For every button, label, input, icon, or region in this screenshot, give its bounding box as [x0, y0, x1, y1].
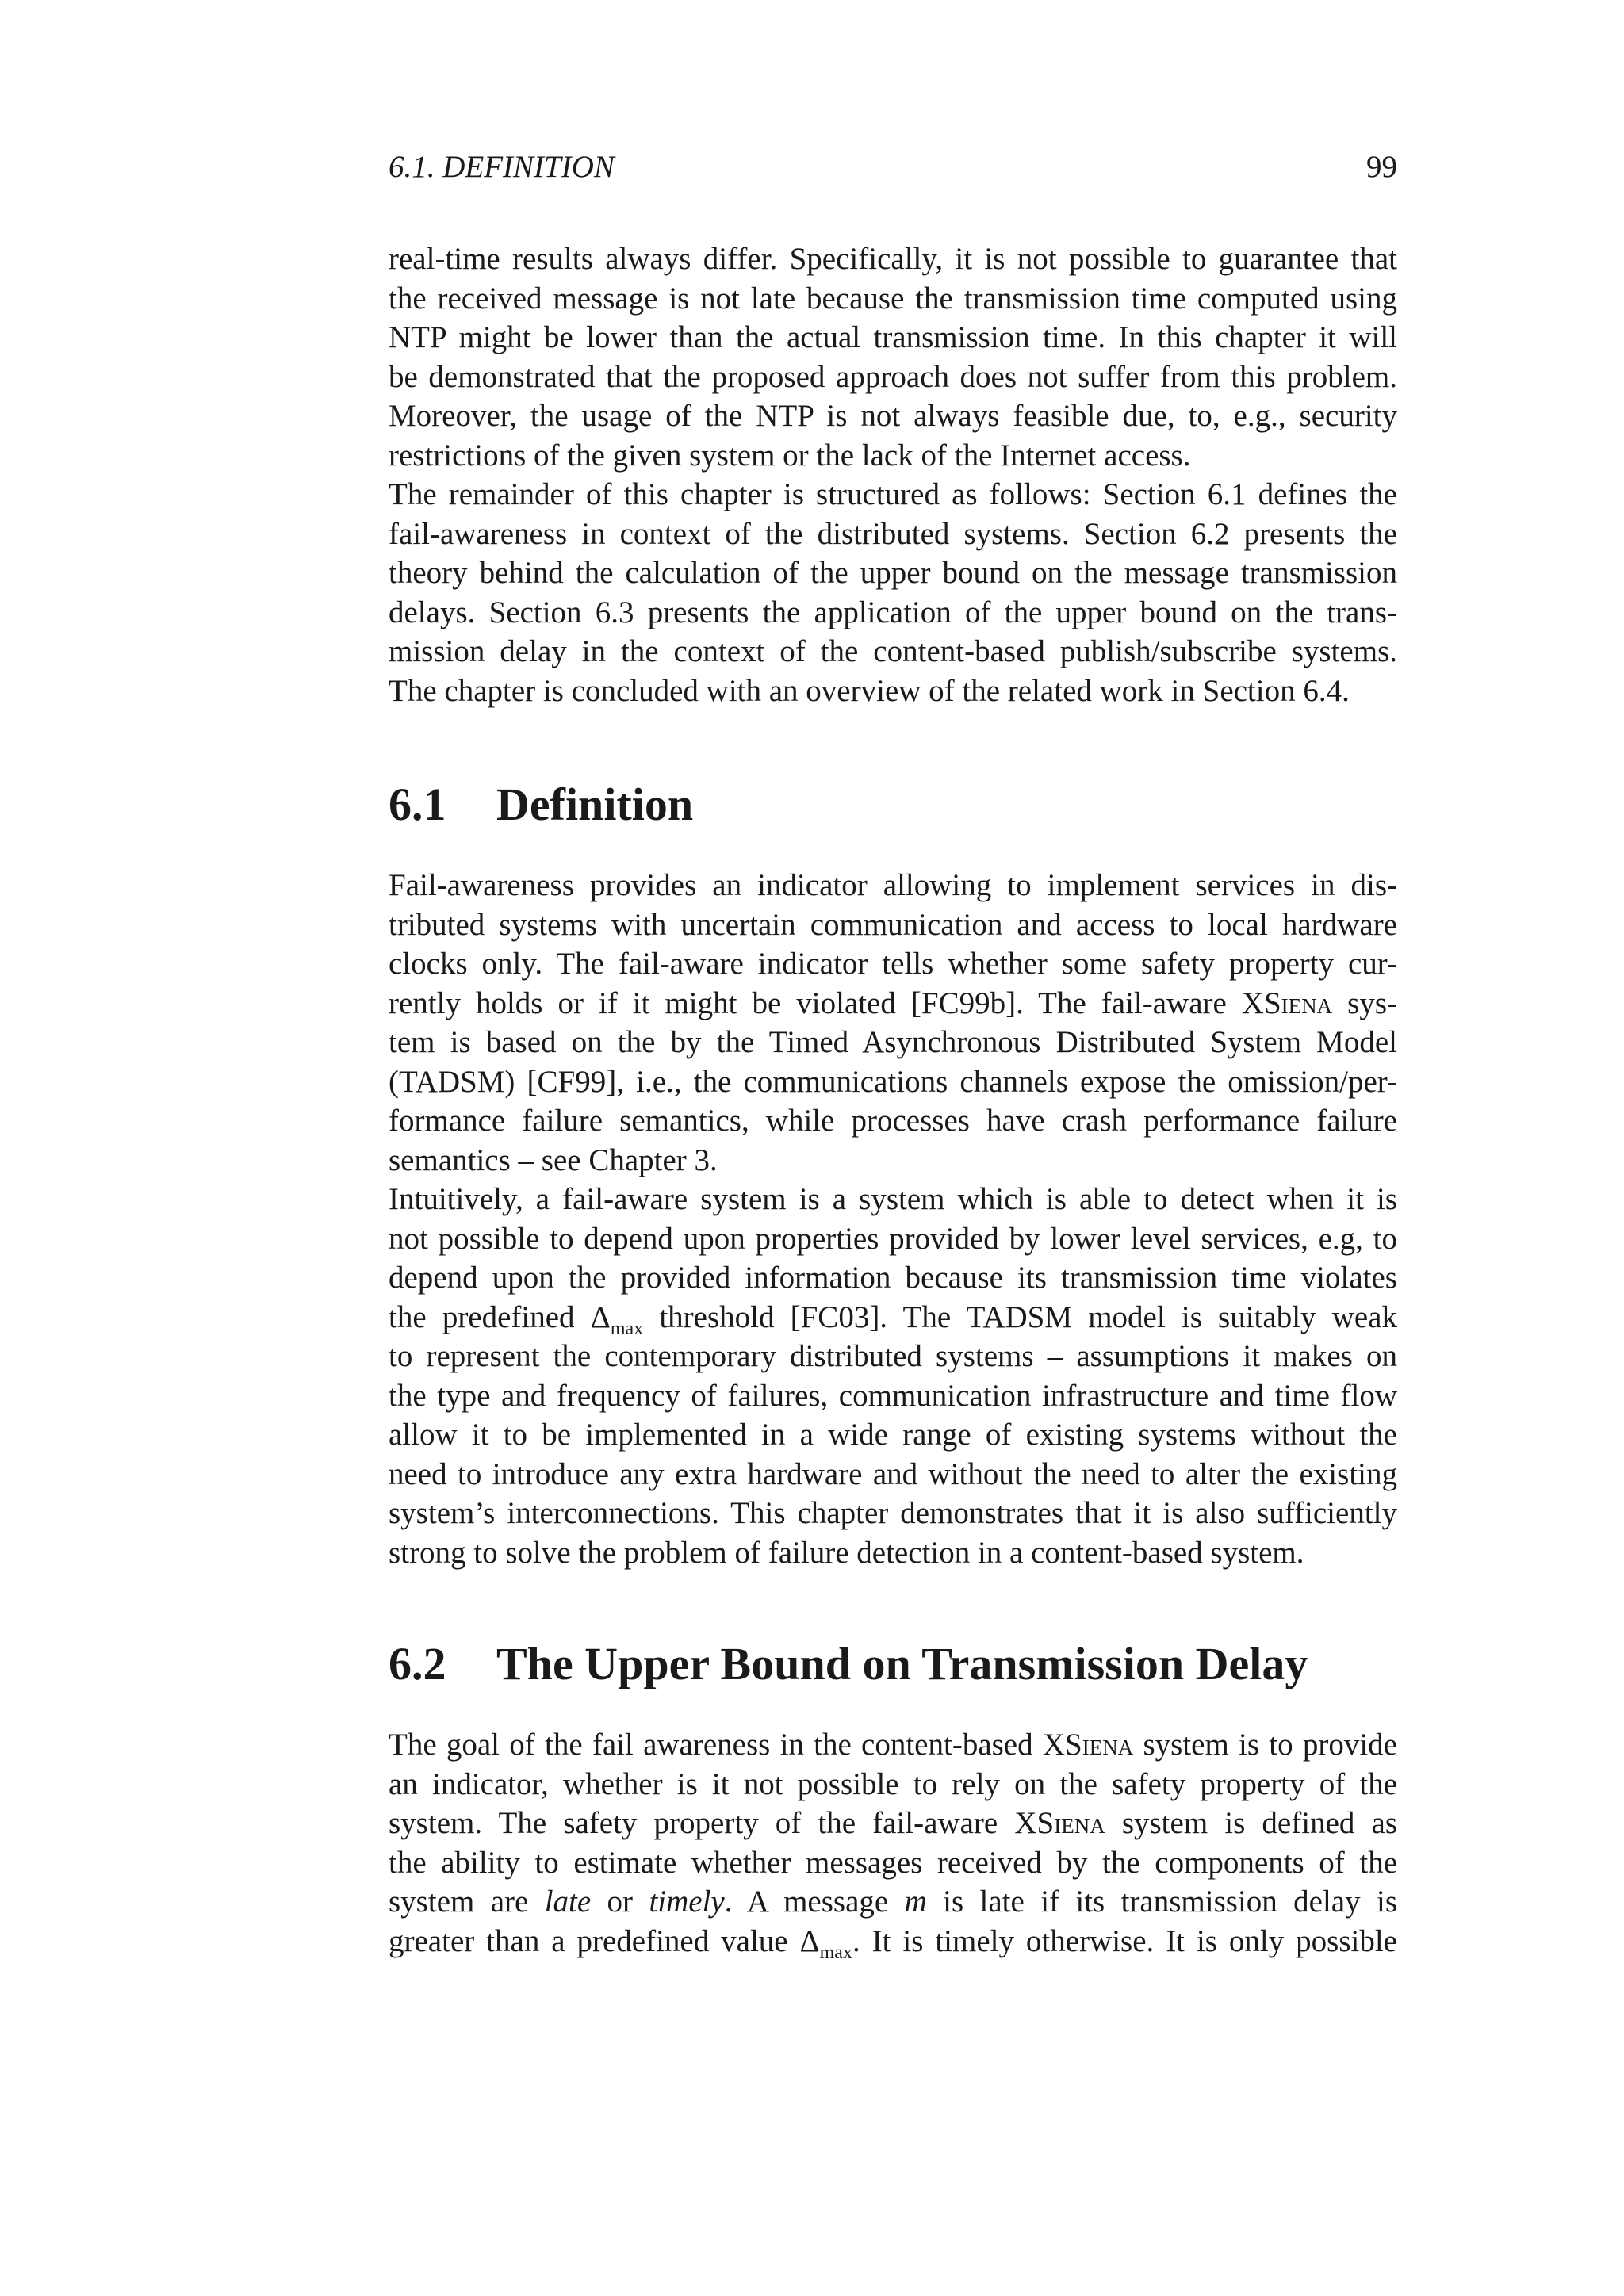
text-run: rently holds or if it might be violated [FC99b]. The fail-aware X	[389, 985, 1264, 1020]
text-line: an indicator, whether is it not possible to rely on the safety property of the	[389, 1766, 1397, 1801]
text-run: the predefined Δ	[389, 1299, 611, 1334]
section-6-2-text	[389, 1725, 1397, 1961]
delta-subscript: max	[610, 1318, 644, 1339]
text-line: mission delay in the context of the content-based publish/subscribe systems.	[389, 634, 1397, 668]
section-6-2-paragraph-1	[389, 1725, 1397, 1961]
text-line: system’s interconnections. This chapter demonstrates that it is also sufficiently	[389, 1496, 1397, 1530]
text-line: delays. Section 6.3 presents the application of the upper bound on the trans-	[389, 595, 1397, 629]
text-line: tributed systems with uncertain communication and access to local hardware	[389, 907, 1397, 942]
section-number: 6.2	[389, 1638, 446, 1689]
text-line: NTP might be lower than the actual transmission time. In this chapter it will	[389, 320, 1397, 354]
text-run: system. The safety property of the fail-aware X	[389, 1806, 1037, 1840]
text-line: (TADSM) [CF99], i.e., the communications channels expose the omission/per-	[389, 1064, 1397, 1099]
text-line: to represent the contemporary distributed systems – assumptions it makes on	[389, 1339, 1397, 1373]
intro-paragraph-1	[389, 239, 1397, 475]
section-6-1-paragraph-2	[389, 1180, 1397, 1572]
system-name-siena: Siena	[1036, 1806, 1105, 1840]
page-number: 99	[1366, 150, 1397, 184]
text-run: greater than a predefined value Δ	[389, 1923, 820, 1958]
text-line: Moreover, the usage of the NTP is not always feasible due, to, e.g., security	[389, 399, 1397, 433]
text-line: restrictions of the given system or the lack of the Internet access.	[389, 438, 1191, 473]
text-line: allow it to be implemented in a wide range of existing systems without the	[389, 1418, 1397, 1452]
text-line: The chapter is concluded with an overview of the related work in Section 6.4.	[389, 673, 1350, 708]
text-line: real-time results always differ. Specifically, it is not possible to guarantee that	[389, 242, 1397, 276]
text-line: the ability to estimate whether messages received by the components of the	[389, 1845, 1397, 1880]
text-line: The remainder of this chapter is structured as follows: Section 6.1 defines the	[389, 477, 1397, 511]
text-line: the type and frequency of failures, communication infrastructure and time flow	[389, 1378, 1397, 1413]
text-run: threshold [FC03]. The TADSM model is suitably weak	[643, 1299, 1397, 1334]
text-run: is late if its transmission delay is	[926, 1885, 1397, 1919]
text-run: or	[591, 1885, 649, 1919]
section-heading-6-1	[389, 777, 1397, 832]
text-line: fail-awareness in context of the distributed systems. Section 6.2 presents the	[389, 516, 1397, 551]
text-line: not possible to depend upon properties provided by lower level services, e.g, to	[389, 1221, 1397, 1256]
term-timely: timely	[649, 1885, 725, 1919]
section-6-1-paragraph-1	[389, 866, 1397, 1180]
running-title: 6.1. DEFINITION	[389, 150, 615, 184]
system-name-siena: Siena	[1065, 1728, 1134, 1762]
text-line: strong to solve the problem of failure detection in a content-based system.	[389, 1535, 1304, 1570]
section-6-1-text	[389, 866, 1397, 1572]
text-line: tem is based on the by the Timed Asynchronous Distributed System Model	[389, 1025, 1397, 1059]
running-header	[389, 147, 1397, 187]
text-line	[389, 1725, 1397, 1765]
text-run: system are	[389, 1885, 545, 1919]
section-title: Definition	[496, 779, 694, 830]
text-line: Intuitively, a fail-aware system is a system which is able to detect when it is	[389, 1182, 1397, 1216]
text-line	[389, 1298, 1397, 1337]
text-line: the received message is not late because the transmission time computed using	[389, 281, 1397, 316]
section-heading-6-2	[389, 1636, 1397, 1692]
text-line: need to introduce any extra hardware and without the need to alter the existing	[389, 1456, 1397, 1491]
text-run: system is defined as	[1105, 1806, 1397, 1840]
text-run: . It is timely otherwise. It is only possible	[852, 1923, 1397, 1958]
text-line: formance failure semantics, while processes have crash performance failure	[389, 1104, 1397, 1138]
intro-paragraph-2	[389, 475, 1397, 710]
delta-subscript: max	[819, 1942, 852, 1963]
text-line	[389, 1804, 1397, 1843]
text-run: . A message	[724, 1885, 905, 1919]
text-line	[389, 1922, 1397, 1961]
variable-m: m	[904, 1885, 927, 1919]
text-line: be demonstrated that the proposed approach does not suffer from this problem.	[389, 359, 1397, 394]
text-line	[389, 984, 1397, 1024]
text-line	[389, 1882, 1397, 1922]
text-line: theory behind the calculation of the upper bound on the message transmission	[389, 556, 1397, 590]
text-run: sys-	[1332, 985, 1397, 1020]
system-name-siena: Siena	[1263, 985, 1333, 1020]
section-title: The Upper Bound on Transmission Delay	[496, 1638, 1308, 1689]
text-line: Fail-awareness provides an indicator allowing to implement services in dis-	[389, 868, 1397, 902]
term-late: late	[544, 1885, 592, 1919]
section-number: 6.1	[389, 779, 446, 830]
text-line: clocks only. The fail-aware indicator tells whether some safety property cur-	[389, 947, 1397, 981]
text-line: depend upon the provided information because its transmission time violates	[389, 1261, 1397, 1295]
text-run: system is to provide	[1133, 1728, 1397, 1762]
intro-text	[389, 239, 1397, 710]
text-line: semantics – see Chapter 3.	[389, 1142, 718, 1177]
text-run: The goal of the fail awareness in the content-based X	[389, 1728, 1066, 1762]
